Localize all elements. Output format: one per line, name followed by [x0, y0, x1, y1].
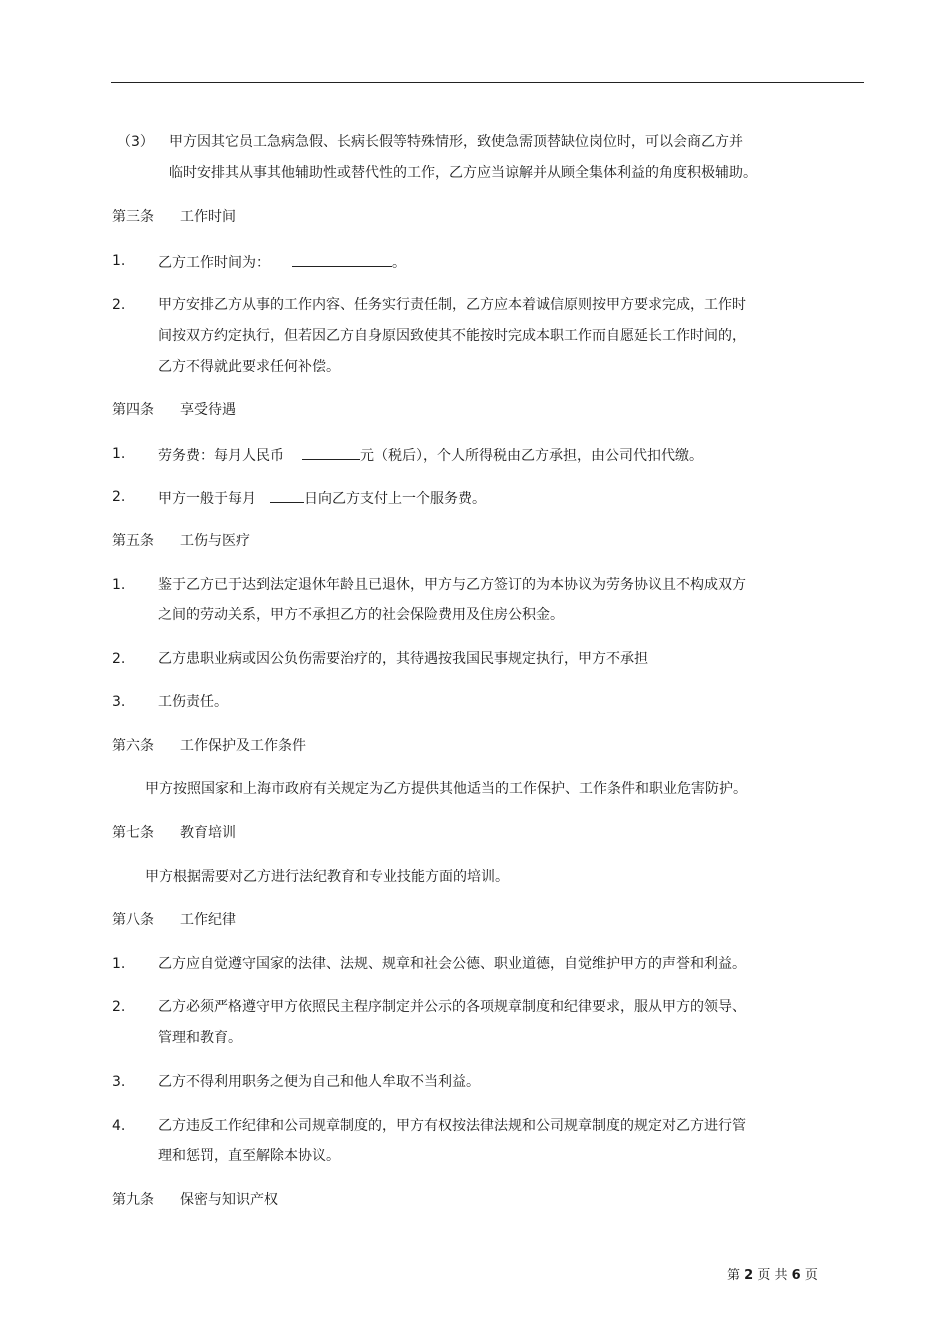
article-8-title: 第八条 — [112, 912, 154, 928]
article-3-heading: 工作时间 — [180, 209, 236, 225]
article-8-item-2-line-2: 管理和教育。 — [158, 1030, 242, 1046]
article-4-item-2 — [158, 488, 486, 508]
article-5-item-3: 工伤责任。 — [158, 694, 228, 710]
footer-suffix: 页 — [804, 1268, 818, 1283]
item-3-line-2: 临时安排其从事其他辅助性或替代性的工作，乙方应当谅解并从顾全集体利益的角度积极辅助。 — [169, 165, 757, 181]
article-4-title: 第四条 — [112, 402, 154, 418]
article-3-item-2-line-1: 甲方安排乙方从事的工作内容、任务实行责任制，乙方应本着诚信原则按甲方要求完成，工作时 — [158, 297, 746, 313]
article-5-heading: 工伤与医疗 — [180, 533, 250, 549]
page-number-footer — [727, 1268, 818, 1284]
footer-prefix: 第 — [727, 1268, 741, 1283]
article-3-item-2-line-2: 间按双方约定执行，但若因乙方自身原因致使其不能按时完成本职工作而自愿延长工作时间的， — [158, 328, 746, 344]
article-7-title: 第七条 — [112, 825, 154, 841]
article-9-heading: 保密与知识产权 — [180, 1192, 278, 1208]
article-4-item-2-number: 2. — [112, 489, 126, 505]
article-8-item-2-number: 2. — [112, 999, 126, 1015]
article-8-item-4-number: 4. — [112, 1118, 126, 1134]
article-4-heading: 享受待遇 — [180, 402, 236, 418]
work-hours-label: 乙方工作时间为： — [158, 255, 270, 271]
item-3-line-1: 甲方因其它员工急病急假、长病长假等特殊情形，致使急需顶替缺位岗位时，可以会商乙方并 — [169, 134, 743, 150]
article-3-item-1 — [158, 252, 406, 272]
fee-amount-blank[interactable] — [302, 445, 360, 460]
article-5-item-3-number: 3. — [112, 694, 126, 710]
article-7-body: 甲方根据需要对乙方进行法纪教育和专业技能方面的培训。 — [145, 869, 509, 885]
article-8-item-3-number: 3. — [112, 1074, 126, 1090]
fee-tail: 元（税后），个人所得税由乙方承担，由公司代扣代缴。 — [360, 448, 703, 464]
article-3-item-2-number: 2. — [112, 297, 126, 313]
article-8-item-1-number: 1. — [112, 956, 126, 972]
header-rule — [111, 82, 864, 83]
article-4-item-1 — [158, 445, 703, 465]
article-5-item-1-number: 1. — [112, 577, 126, 593]
article-5-item-1-line-1: 鉴于乙方已于达到法定退休年龄且已退休，甲方与乙方签订的为本协议为劳务协议且不构成双方 — [158, 577, 746, 593]
item-3-marker: （3） — [117, 134, 154, 150]
article-5-item-2: 乙方患职业病或因公负伤需要治疗的，其待遇按我国民事规定执行，甲方不承担 — [158, 651, 648, 667]
article-7-heading: 教育培训 — [180, 825, 236, 841]
total-page-count: 6 — [791, 1268, 801, 1283]
article-3-title: 第三条 — [112, 209, 154, 225]
article-8-item-1: 乙方应自觉遵守国家的法律、法规、规章和社会公德、职业道德，自觉维护甲方的声誉和利益。 — [158, 956, 746, 972]
article-5-title: 第五条 — [112, 533, 154, 549]
article-4-item-1-number: 1. — [112, 446, 126, 462]
current-page-number: 2 — [744, 1268, 754, 1283]
pay-day-tail: 日向乙方支付上一个服务费。 — [304, 491, 486, 507]
article-8-item-3: 乙方不得利用职务之便为自己和他人牟取不当利益。 — [158, 1074, 480, 1090]
article-8-item-4-line-2: 理和惩罚，直至解除本协议。 — [158, 1148, 340, 1164]
work-hours-period: 。 — [392, 255, 406, 271]
work-hours-blank[interactable] — [292, 252, 392, 267]
article-8-heading: 工作纪律 — [180, 912, 236, 928]
article-5-item-2-number: 2. — [112, 651, 126, 667]
article-6-heading: 工作保护及工作条件 — [180, 738, 306, 754]
fee-label: 劳务费：每月人民币 — [158, 448, 284, 464]
article-3-item-2-line-3: 乙方不得就此要求任何补偿。 — [158, 359, 340, 375]
pay-day-label: 甲方一般于每月 — [158, 491, 256, 507]
article-6-title: 第六条 — [112, 738, 154, 754]
article-9-title: 第九条 — [112, 1192, 154, 1208]
article-8-item-4-line-1: 乙方违反工作纪律和公司规章制度的，甲方有权按法律法规和公司规章制度的规定对乙方进行管 — [158, 1118, 746, 1134]
article-5-item-1-line-2: 之间的劳动关系，甲方不承担乙方的社会保险费用及住房公积金。 — [158, 607, 564, 623]
footer-middle: 页 共 — [757, 1268, 788, 1283]
article-3-item-1-number: 1. — [112, 253, 126, 269]
article-8-item-2-line-1: 乙方必须严格遵守甲方依照民主程序制定并公示的各项规章制度和纪律要求，服从甲方的领导、 — [158, 999, 746, 1015]
article-6-body: 甲方按照国家和上海市政府有关规定为乙方提供其他适当的工作保护、工作条件和职业危害防护。 — [145, 781, 747, 797]
pay-day-blank[interactable] — [270, 488, 304, 503]
